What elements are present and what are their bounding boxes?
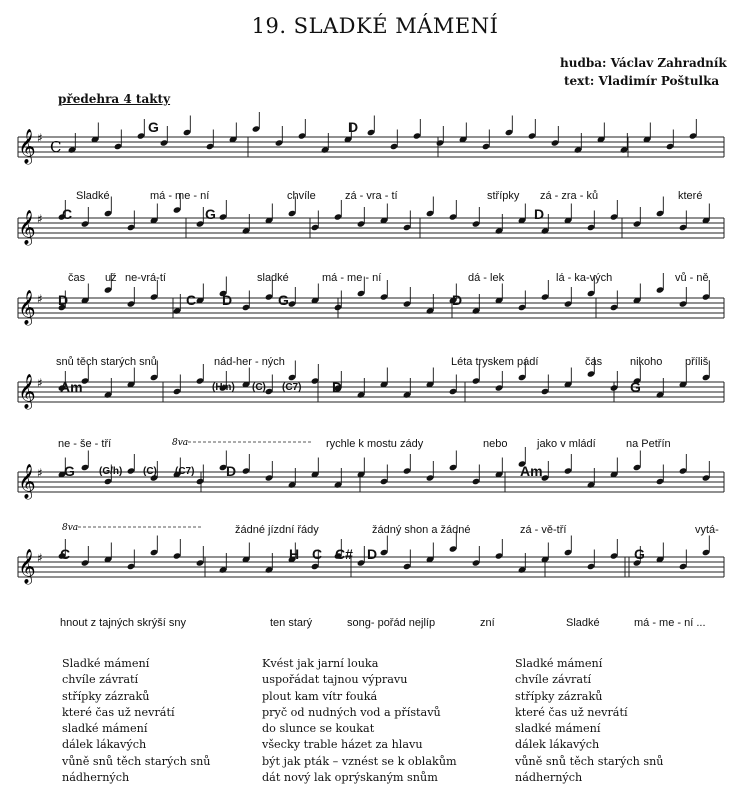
lyric-syllable: vytá- — [695, 524, 719, 536]
verse-line: které čas už nevrátí — [62, 705, 175, 719]
lyric-syllable: lá - ka-vých — [556, 272, 613, 284]
chord-symbol: (Hm) — [212, 382, 235, 393]
chord-symbol: D — [58, 292, 69, 308]
chord-symbol: D — [367, 546, 378, 562]
lyric-syllable: které — [678, 190, 703, 202]
chord-symbol: G — [630, 379, 641, 395]
lyric-syllable: zá - vě-tří — [520, 524, 567, 536]
lyric-syllable: zní — [480, 617, 495, 629]
treble-clef-icon: 𝄞 — [18, 129, 36, 164]
verse-line: uspořádat tajnou výpravu — [262, 673, 408, 687]
lyric-syllable: ne - še - tří — [58, 438, 112, 450]
treble-clef-icon: 𝄞 — [18, 290, 36, 325]
lyric-syllable: má - me - ní — [150, 190, 210, 202]
chord-symbol: D — [332, 379, 343, 395]
chord-symbol: C — [60, 546, 71, 562]
key-signature-sharp-icon: ♯ — [37, 131, 43, 145]
lyric-syllable: Sladké — [566, 617, 600, 629]
verse-line: vůně snů těch starých snů — [515, 754, 664, 768]
octave-marking-icon: 8va — [62, 523, 79, 533]
lyric-syllable: jako v mládí — [537, 438, 596, 450]
verse-column-3 — [515, 656, 664, 786]
lyric-syllable: čas — [68, 272, 86, 284]
lyric-syllable: Léta tryskem pádí — [451, 356, 539, 368]
lyric-syllable: příliš — [685, 356, 709, 368]
treble-clef-icon: 𝄞 — [18, 464, 36, 499]
lyric-syllable: chvíle — [287, 190, 316, 202]
chord-symbol: Am — [520, 463, 543, 479]
chord-symbol: C — [186, 292, 197, 308]
chord-symbol: D — [222, 292, 233, 308]
key-signature-sharp-icon: ♯ — [37, 292, 43, 306]
chord-symbol: (C) — [252, 382, 266, 393]
chord-symbol: G — [148, 119, 159, 135]
music-credit: hudba: Václav Zahradník — [560, 56, 727, 70]
key-signature-sharp-icon: ♯ — [37, 212, 43, 226]
lyric-syllable: rychle k mostu zády — [326, 438, 424, 450]
verse-line: všecky trable házet za hlavu — [262, 738, 423, 752]
lyric-syllable: vů - ně — [675, 272, 709, 284]
chord-symbol: C — [62, 206, 73, 222]
lyric-syllable: snů těch starých snů — [56, 356, 157, 368]
verse-line: které čas už nevrátí — [515, 705, 628, 719]
lyric-syllable: střípky — [487, 190, 520, 202]
chord-symbol: D — [452, 292, 463, 308]
lyric-syllable: má - me - ní ... — [634, 617, 706, 629]
verse-line: dát nový lak oprýskaným snům — [262, 771, 438, 785]
chord-symbol: (C) — [143, 466, 157, 477]
chord-symbol: C# — [335, 546, 353, 562]
chord-symbol: D — [348, 119, 359, 135]
lyric-syllable: má - me - ní — [322, 272, 382, 284]
chord-symbol: H — [289, 546, 300, 562]
verse-line: nádherných — [515, 771, 583, 785]
chord-symbol: G — [64, 463, 75, 479]
lyric-syllable: sladké — [257, 272, 289, 284]
verse-line: vůně snů těch starých snů — [62, 754, 211, 768]
verse-line: sladké mámení — [515, 722, 601, 736]
treble-clef-icon: 𝄞 — [18, 374, 36, 409]
verse-line: střípky zázraků — [515, 689, 603, 703]
treble-clef-icon: 𝄞 — [18, 549, 36, 584]
lyric-syllable: ne-vrá-tí — [125, 272, 166, 284]
verse-line: být jak pták – vznést se k oblakům — [262, 754, 457, 768]
verse-line: pryč od nudných vod a přístavů — [262, 705, 441, 719]
verse-line: střípky zázraků — [62, 689, 150, 703]
lyric-syllable: song- pořád nejlíp — [347, 617, 436, 629]
verse-line: Sladké mámení — [62, 657, 150, 670]
lyric-syllable: žádné jízdní řády — [235, 524, 319, 536]
chord-symbol: D — [534, 206, 545, 222]
chord-symbol: (C7) — [175, 466, 195, 477]
verse-line: chvíle závratí — [515, 673, 592, 687]
verse-line: Kvést jak jarní louka — [262, 657, 379, 670]
verse-line: plout kam vítr fouká — [262, 689, 378, 703]
intro-note: předehra 4 takty — [58, 92, 171, 106]
lyric-syllable: Sladké — [76, 190, 110, 202]
verse-line: sladké mámení — [62, 722, 148, 736]
chord-symbol: (G/h) — [99, 466, 123, 477]
lyric-syllable: čas — [585, 356, 603, 368]
chord-symbol: (C7) — [282, 382, 302, 393]
lyric-syllable: nád-her - ných — [214, 356, 285, 368]
chord-symbol: G — [634, 546, 645, 562]
chord-symbol: Am — [60, 379, 83, 395]
song-title: 19. SLADKÉ MÁMENÍ — [251, 14, 499, 38]
verse-line: dálek lákavých — [62, 738, 147, 752]
lyric-syllable: na Petřín — [626, 438, 671, 450]
lyric-syllable: žádný shon a žádné — [372, 524, 471, 536]
lyric-syllable: hnout z tajných skrýší sny — [60, 617, 186, 629]
octave-marking-icon: 8va — [172, 438, 189, 448]
lyric-syllable: už — [105, 272, 117, 284]
chord-symbol: G — [205, 206, 216, 222]
lyrics-credit: text: Vladimír Poštulka — [564, 74, 720, 88]
key-signature-sharp-icon: ♯ — [37, 466, 43, 480]
verse-column-1 — [62, 656, 211, 786]
verse-line: dálek lákavých — [515, 738, 600, 752]
verse-line: Sladké mámení — [515, 657, 603, 670]
lyric-syllable: nebo — [483, 438, 508, 450]
verse-line: nádherných — [62, 771, 130, 785]
verse-line: do slunce se koukat — [262, 722, 375, 736]
key-signature-sharp-icon: ♯ — [37, 376, 43, 390]
lyric-syllable: zá - zra - ků — [540, 190, 599, 202]
lyric-syllable: dá - lek — [468, 272, 505, 284]
treble-clef-icon: 𝄞 — [18, 210, 36, 245]
chord-symbol: G — [278, 292, 289, 308]
verse-column-2 — [262, 656, 457, 786]
verse-line: chvíle závratí — [62, 673, 139, 687]
time-signature-icon: C — [50, 138, 62, 156]
lyric-syllable: nikoho — [630, 356, 663, 368]
chord-symbol: D — [226, 463, 237, 479]
key-signature-sharp-icon: ♯ — [37, 551, 43, 565]
lyric-syllable: ten starý — [270, 617, 313, 629]
chord-symbol: C — [312, 546, 323, 562]
lyric-syllable: zá - vra - tí — [345, 190, 398, 202]
